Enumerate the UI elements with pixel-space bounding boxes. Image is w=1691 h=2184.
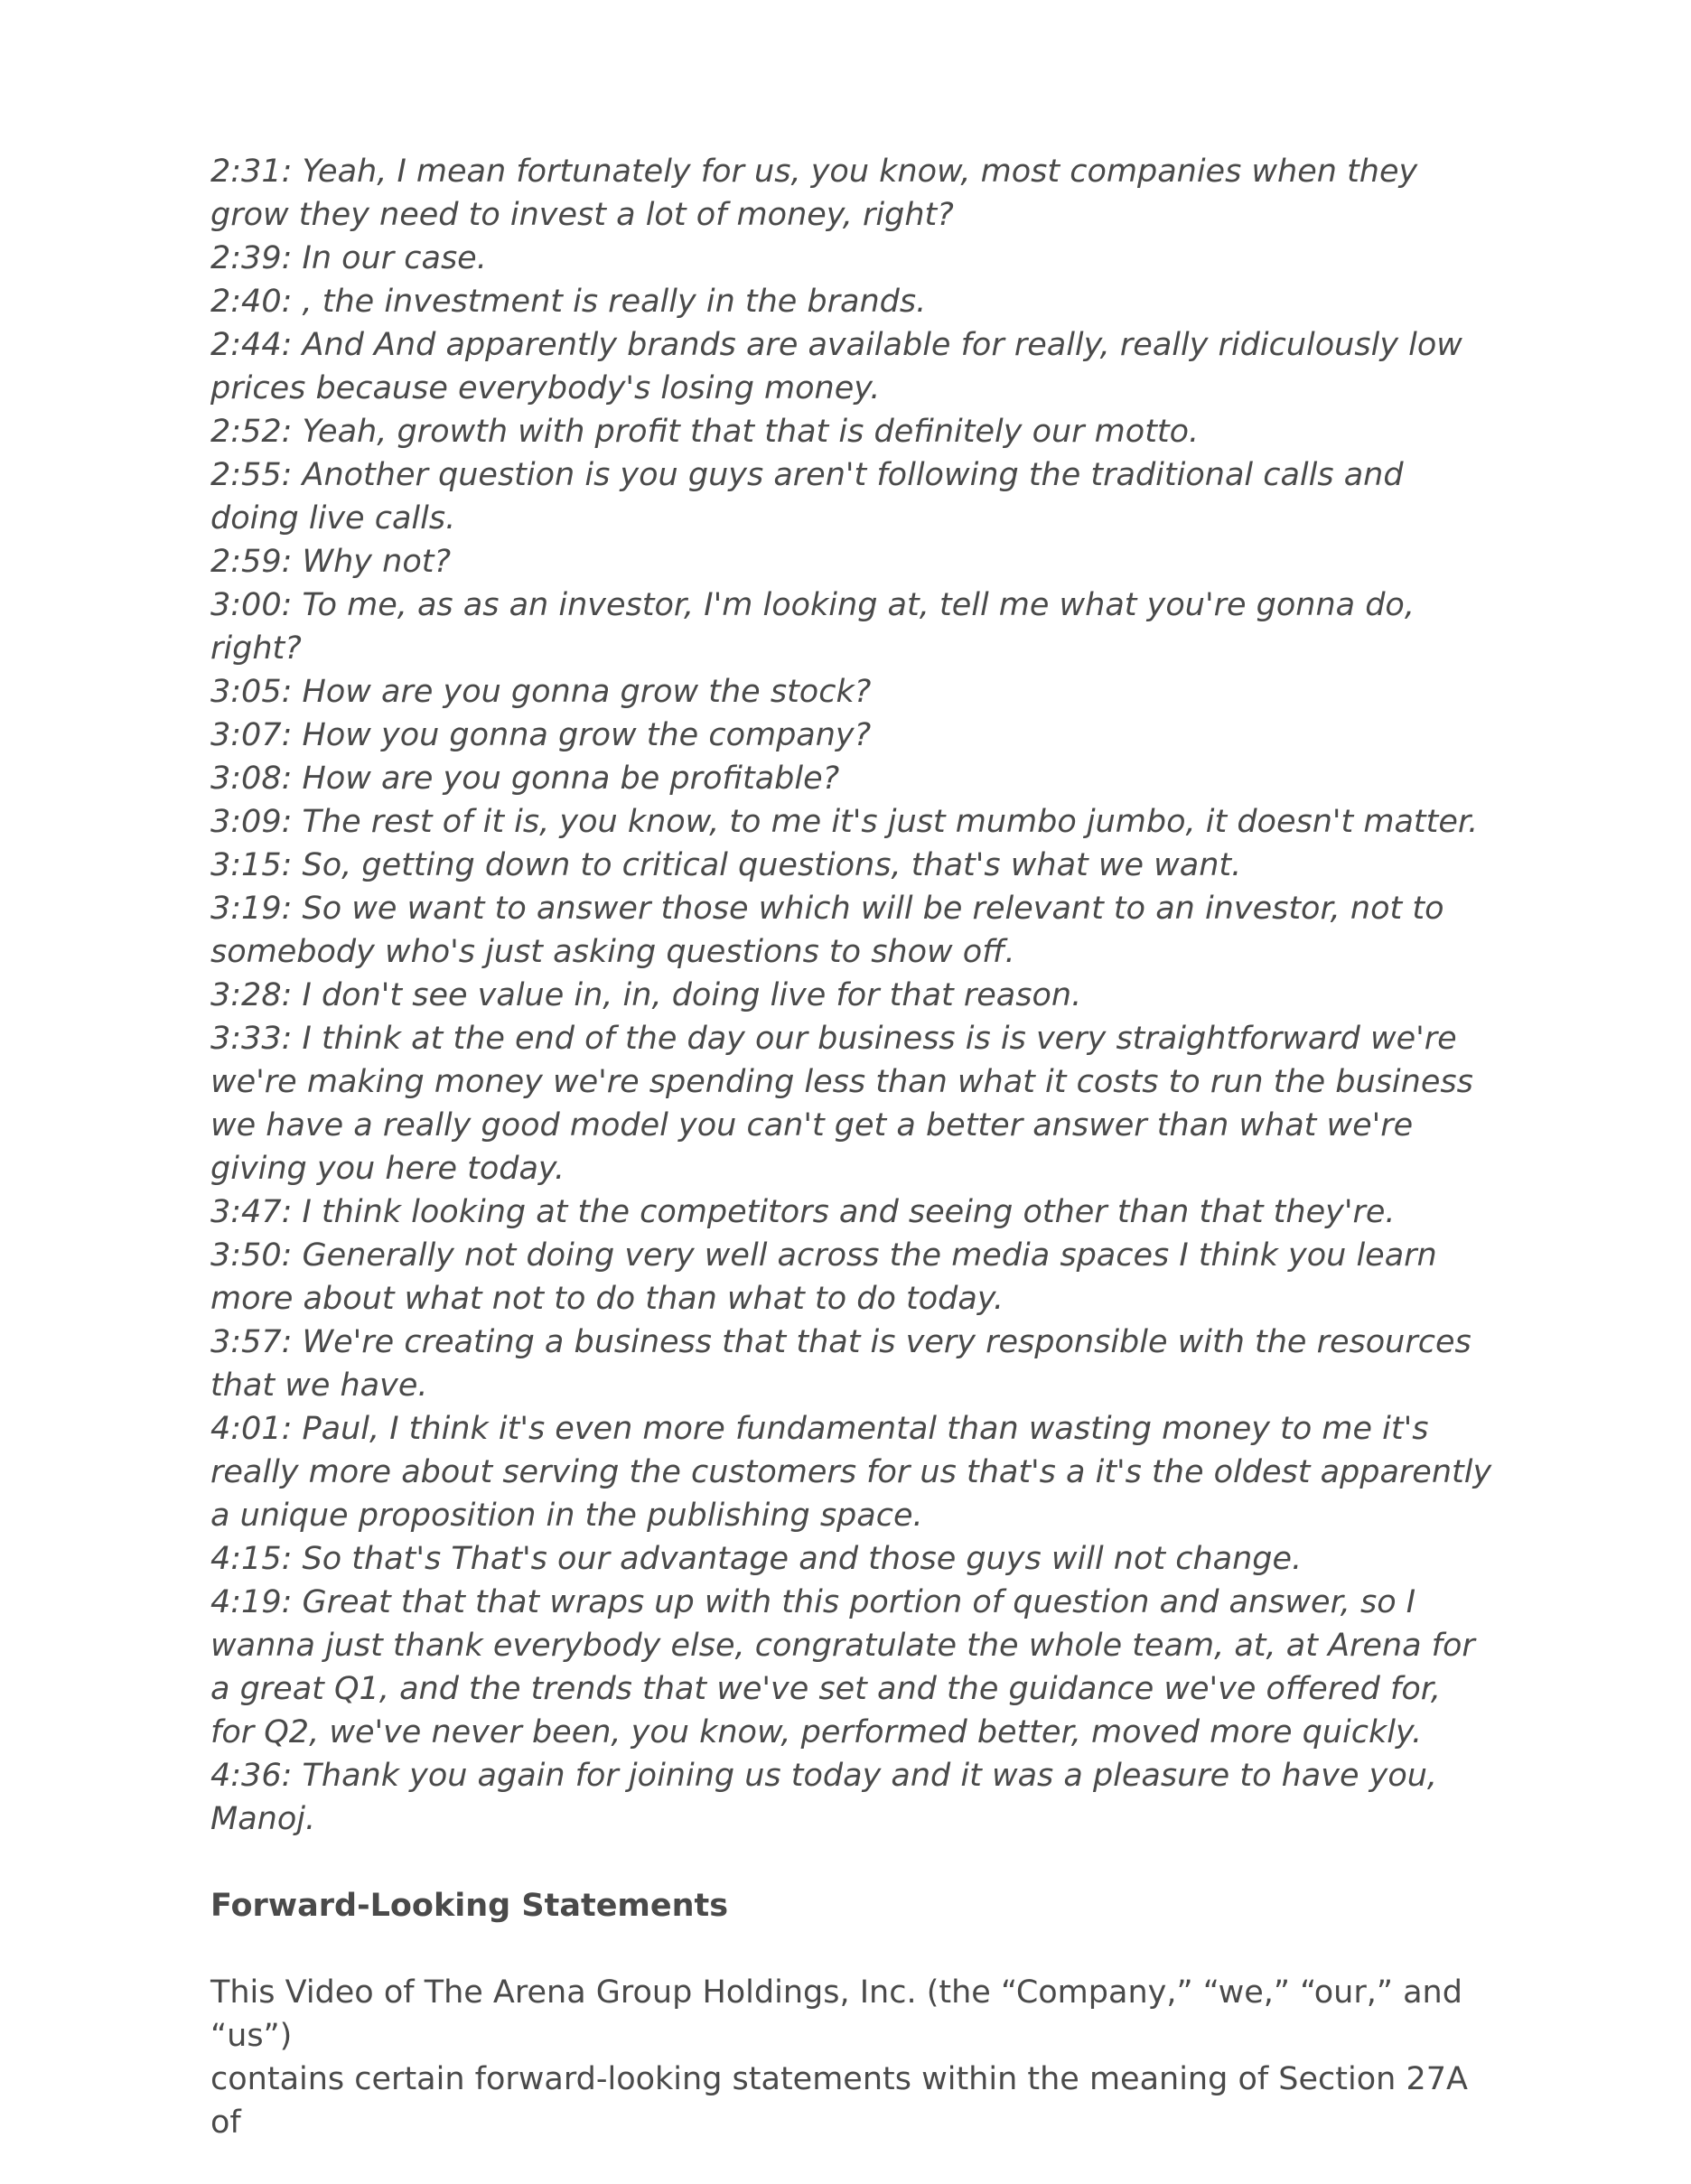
section-heading: Forward-Looking Statements (210, 1888, 729, 1924)
intro-line: This Video of The Arena Group Holdings, Inc. (the “Company,” “we,” “our,” and “us”) (210, 1974, 1462, 2054)
transcript-line: 3:47: I think looking at the competitors and seeing other than that they're. (210, 1194, 1396, 1230)
transcript-line: 3:15: So, getting down to critical questions, that's what we want. (210, 847, 1242, 883)
transcript-line: 3:08: How are you gonna be profitable? (210, 761, 840, 797)
transcript-line: 3:00: To me, as as an investor, I'm looking at, tell me what you're gonna do, right? (210, 587, 1415, 667)
transcript-line: 3:50: Generally not doing very well across the media spaces I think you learn more about what not to do than what to do today. (210, 1237, 1437, 1317)
transcript-line: 4:01: Paul, I think it's even more fundamental than wasting money to me it's really more about serving the customers for us that's a it's the oldest apparently a unique proposition in the publishing space. (210, 1411, 1492, 1534)
transcript-line: 3:05: How are you gonna grow the stock? (210, 674, 872, 710)
transcript-line: 4:19: Great that that wraps up with this portion of question and answer, so I wanna just thank everybody else, congratulate the whole team, at, at Arena for a great Q1, and the trends that we've set and the guidance we've offered for, for Q2, we've never been, you know, performed better, moved more quickly. (210, 1584, 1475, 1750)
transcript-line: 4:36: Thank you again for joining us today and it was a pleasure to have you, Manoj. (210, 1758, 1438, 1837)
transcript-line: 3:07: How you gonna grow the company? (210, 717, 872, 753)
transcript-line: 2:55: Another question is you guys aren't following the traditional calls and doing live calls. (210, 457, 1404, 537)
intro-line: contains certain forward-looking statements within the meaning of Section 27A of (210, 2061, 1468, 2141)
transcript-line: 3:33: I think at the end of the day our business is is very straightforward we're we're making money we're spending less than what it costs to run the business we have a really good model you can't get a better answer than what we're giving you here today. (210, 1021, 1473, 1187)
transcript-line: 2:44: And And apparently brands are available for really, really ridiculously low prices because everybody's losing money. (210, 327, 1462, 406)
transcript-line: 2:31: Yeah, I mean fortunately for us, you know, most companies when they grow they need to invest a lot of money, right? (210, 154, 1418, 233)
intro-paragraph (210, 1971, 1493, 2144)
transcript-line: 4:15: So that's That's our advantage and those guys will not change. (210, 1541, 1303, 1577)
transcript-line: 2:52: Yeah, growth with profit that that is definitely our motto. (210, 414, 1200, 450)
transcript-line: 2:59: Why not? (210, 544, 452, 580)
transcript-line: 2:40: , the investment is really in the brands. (210, 284, 927, 320)
transcript-line: 3:57: We're creating a business that that is very responsible with the resources that we have. (210, 1324, 1471, 1404)
transcript-line: 2:39: In our case. (210, 240, 487, 276)
transcript (210, 150, 1493, 1841)
transcript-line: 3:09: The rest of it is, you know, to me it's just mumbo jumbo, it doesn't matter. (210, 804, 1479, 840)
transcript-line: 3:28: I don't see value in, in, doing live for that reason. (210, 977, 1082, 1013)
document-page (210, 150, 1493, 2144)
transcript-line: 3:19: So we want to answer those which will be relevant to an investor, not to somebody who's just asking questions to show off. (210, 891, 1444, 970)
